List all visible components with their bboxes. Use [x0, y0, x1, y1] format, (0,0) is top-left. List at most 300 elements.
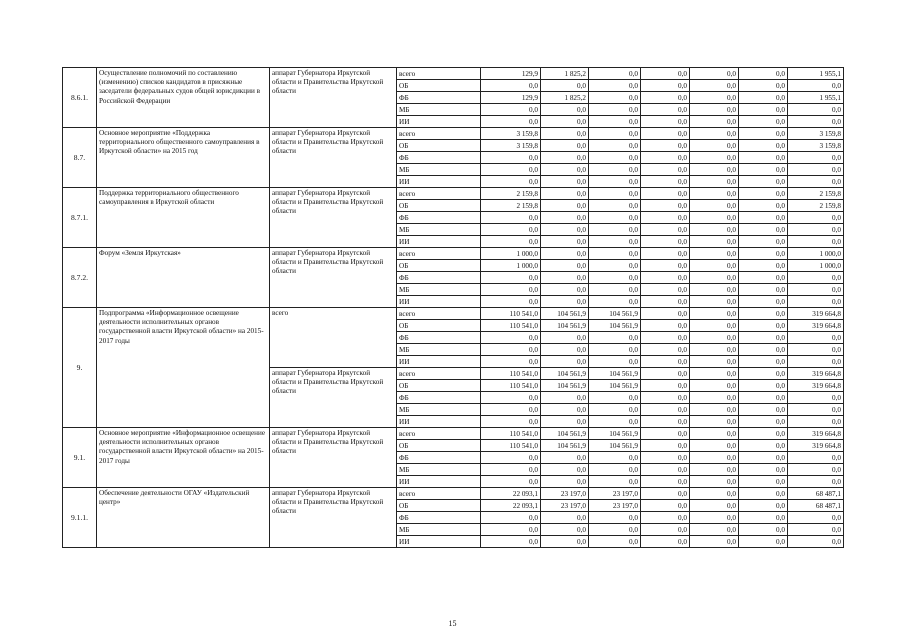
value-cell: 0,0 — [739, 416, 788, 428]
value-cell: 0,0 — [641, 236, 690, 248]
value-cell: 0,0 — [739, 68, 788, 80]
value-cell: 0,0 — [641, 296, 690, 308]
value-total: 0,0 — [788, 80, 844, 92]
value-cell: 0,0 — [481, 176, 541, 188]
value-cell: 0,0 — [690, 92, 739, 104]
value-cell: 0,0 — [690, 272, 739, 284]
value-cell: 1 825,2 — [541, 68, 589, 80]
funding-source: ФБ — [397, 152, 481, 164]
funding-source: ОБ — [397, 140, 481, 152]
value-cell: 0,0 — [739, 236, 788, 248]
value-cell: 0,0 — [541, 284, 589, 296]
value-cell: 0,0 — [641, 140, 690, 152]
value-total: 1 955,1 — [788, 92, 844, 104]
value-cell: 0,0 — [739, 344, 788, 356]
value-cell: 0,0 — [589, 476, 641, 488]
value-cell: 23 197,0 — [541, 500, 589, 512]
value-cell: 0,0 — [641, 260, 690, 272]
value-cell: 0,0 — [541, 524, 589, 536]
value-cell: 23 197,0 — [589, 488, 641, 500]
value-cell: 0,0 — [641, 500, 690, 512]
value-cell: 0,0 — [481, 296, 541, 308]
value-cell: 0,0 — [690, 392, 739, 404]
value-cell: 0,0 — [690, 356, 739, 368]
executor-name: всего — [270, 308, 397, 368]
value-cell: 1 000,0 — [481, 260, 541, 272]
value-cell: 3 159,8 — [481, 140, 541, 152]
value-cell: 0,0 — [589, 92, 641, 104]
value-cell: 0,0 — [481, 476, 541, 488]
value-cell: 0,0 — [589, 164, 641, 176]
value-cell: 0,0 — [641, 380, 690, 392]
item-code: 9.1.1. — [63, 488, 97, 548]
item-code: 8.7. — [63, 128, 97, 188]
value-total: 68 487,1 — [788, 500, 844, 512]
value-cell: 110 541,0 — [481, 308, 541, 320]
value-cell: 0,0 — [641, 128, 690, 140]
value-cell: 0,0 — [690, 500, 739, 512]
value-cell: 0,0 — [481, 344, 541, 356]
value-cell: 0,0 — [739, 224, 788, 236]
value-total: 0,0 — [788, 512, 844, 524]
value-cell: 0,0 — [481, 536, 541, 548]
item-name: Подпрограмма «Информационное освещение деятельности исполнительных органов государственной власти Иркутской области» на 2015-2017 годы — [97, 308, 270, 428]
value-cell: 0,0 — [739, 104, 788, 116]
value-total: 0,0 — [788, 236, 844, 248]
value-cell: 104 561,9 — [541, 440, 589, 452]
value-cell: 0,0 — [589, 512, 641, 524]
item-name: Поддержка территориального общественного самоуправления в Иркутской области — [97, 188, 270, 248]
funding-source: ИИ — [397, 536, 481, 548]
item-code: 9.1. — [63, 428, 97, 488]
value-cell: 0,0 — [690, 260, 739, 272]
value-cell: 0,0 — [690, 428, 739, 440]
value-cell: 0,0 — [589, 464, 641, 476]
value-cell: 0,0 — [739, 404, 788, 416]
value-cell: 0,0 — [589, 536, 641, 548]
value-cell: 0,0 — [481, 332, 541, 344]
value-cell: 0,0 — [739, 188, 788, 200]
value-cell: 0,0 — [481, 284, 541, 296]
value-cell: 0,0 — [541, 404, 589, 416]
value-total: 319 664,8 — [788, 368, 844, 380]
funding-source: ФБ — [397, 392, 481, 404]
value-cell: 0,0 — [739, 140, 788, 152]
value-cell: 0,0 — [481, 224, 541, 236]
value-cell: 0,0 — [690, 332, 739, 344]
value-cell: 0,0 — [541, 176, 589, 188]
value-cell: 0,0 — [589, 296, 641, 308]
value-total: 319 664,8 — [788, 428, 844, 440]
value-cell: 0,0 — [690, 212, 739, 224]
value-total: 0,0 — [788, 212, 844, 224]
value-cell: 0,0 — [739, 260, 788, 272]
value-cell: 0,0 — [739, 512, 788, 524]
funding-source: ОБ — [397, 380, 481, 392]
value-cell: 104 561,9 — [541, 320, 589, 332]
value-cell: 0,0 — [589, 68, 641, 80]
item-name: Форум «Земля Иркутская» — [97, 248, 270, 308]
value-cell: 0,0 — [739, 284, 788, 296]
executor-name: аппарат Губернатора Иркутской области и Правительства Иркутской области — [270, 368, 397, 428]
item-code: 8.7.2. — [63, 248, 97, 308]
value-cell: 0,0 — [739, 200, 788, 212]
funding-source: МБ — [397, 524, 481, 536]
funding-source: ИИ — [397, 236, 481, 248]
value-cell: 0,0 — [641, 212, 690, 224]
value-cell: 0,0 — [589, 260, 641, 272]
value-cell: 0,0 — [481, 212, 541, 224]
value-total: 0,0 — [788, 536, 844, 548]
value-total: 3 159,8 — [788, 128, 844, 140]
item-name: Основное мероприятие «Поддержка территориального общественного самоуправления в Иркутской области» на 2015 год — [97, 128, 270, 188]
value-cell: 0,0 — [641, 116, 690, 128]
value-cell: 0,0 — [481, 116, 541, 128]
value-cell: 0,0 — [589, 392, 641, 404]
value-cell: 0,0 — [641, 248, 690, 260]
value-cell: 0,0 — [739, 440, 788, 452]
table-row — [63, 488, 844, 500]
value-cell: 0,0 — [739, 368, 788, 380]
value-cell: 0,0 — [641, 272, 690, 284]
value-cell: 0,0 — [589, 452, 641, 464]
value-cell: 0,0 — [589, 140, 641, 152]
funding-source: ИИ — [397, 176, 481, 188]
funding-source: ИИ — [397, 416, 481, 428]
value-cell: 0,0 — [641, 440, 690, 452]
funding-source: МБ — [397, 224, 481, 236]
value-cell: 0,0 — [690, 140, 739, 152]
value-cell: 110 541,0 — [481, 380, 541, 392]
value-cell: 110 541,0 — [481, 320, 541, 332]
funding-source: ФБ — [397, 332, 481, 344]
value-cell: 0,0 — [541, 536, 589, 548]
value-cell: 104 561,9 — [541, 380, 589, 392]
value-cell: 0,0 — [641, 164, 690, 176]
value-total: 0,0 — [788, 284, 844, 296]
value-cell: 0,0 — [641, 176, 690, 188]
value-cell: 0,0 — [739, 332, 788, 344]
value-cell: 0,0 — [589, 176, 641, 188]
budget-table-body — [63, 68, 844, 548]
value-cell: 0,0 — [481, 392, 541, 404]
value-total: 0,0 — [788, 332, 844, 344]
funding-source: всего — [397, 188, 481, 200]
value-cell: 0,0 — [739, 176, 788, 188]
value-cell: 0,0 — [541, 296, 589, 308]
value-cell: 0,0 — [641, 92, 690, 104]
value-cell: 0,0 — [641, 356, 690, 368]
value-cell: 0,0 — [589, 116, 641, 128]
value-total: 0,0 — [788, 524, 844, 536]
value-cell: 0,0 — [541, 188, 589, 200]
value-cell: 0,0 — [589, 344, 641, 356]
value-total: 0,0 — [788, 164, 844, 176]
value-cell: 0,0 — [739, 152, 788, 164]
value-cell: 104 561,9 — [589, 320, 641, 332]
value-cell: 0,0 — [739, 128, 788, 140]
value-cell: 0,0 — [641, 344, 690, 356]
value-total: 1 000,0 — [788, 248, 844, 260]
value-cell: 129,9 — [481, 68, 541, 80]
value-cell: 0,0 — [541, 476, 589, 488]
value-cell: 0,0 — [641, 200, 690, 212]
funding-source: МБ — [397, 464, 481, 476]
value-cell: 0,0 — [541, 116, 589, 128]
value-cell: 0,0 — [641, 224, 690, 236]
value-cell: 0,0 — [481, 524, 541, 536]
value-cell: 0,0 — [541, 248, 589, 260]
value-cell: 0,0 — [541, 272, 589, 284]
value-cell: 0,0 — [589, 104, 641, 116]
value-cell: 0,0 — [641, 428, 690, 440]
value-cell: 0,0 — [690, 416, 739, 428]
value-total: 0,0 — [788, 416, 844, 428]
value-cell: 0,0 — [541, 392, 589, 404]
value-cell: 0,0 — [589, 200, 641, 212]
value-total: 2 159,8 — [788, 188, 844, 200]
value-cell: 0,0 — [589, 404, 641, 416]
value-cell: 0,0 — [589, 356, 641, 368]
value-cell: 0,0 — [690, 440, 739, 452]
value-cell: 104 561,9 — [589, 440, 641, 452]
value-total: 1 955,1 — [788, 68, 844, 80]
value-cell: 0,0 — [739, 296, 788, 308]
value-cell: 0,0 — [739, 536, 788, 548]
funding-source: всего — [397, 428, 481, 440]
funding-source: ФБ — [397, 272, 481, 284]
value-cell: 0,0 — [541, 128, 589, 140]
value-cell: 0,0 — [739, 380, 788, 392]
value-cell: 0,0 — [589, 80, 641, 92]
value-cell: 0,0 — [589, 416, 641, 428]
funding-source: всего — [397, 248, 481, 260]
value-cell: 0,0 — [690, 116, 739, 128]
value-cell: 0,0 — [481, 236, 541, 248]
value-cell: 0,0 — [481, 452, 541, 464]
value-cell: 0,0 — [481, 356, 541, 368]
value-cell: 0,0 — [589, 332, 641, 344]
value-cell: 0,0 — [690, 404, 739, 416]
value-cell: 0,0 — [690, 296, 739, 308]
value-cell: 0,0 — [690, 380, 739, 392]
value-total: 0,0 — [788, 152, 844, 164]
value-total: 68 487,1 — [788, 488, 844, 500]
value-cell: 104 561,9 — [589, 368, 641, 380]
funding-source: ИИ — [397, 476, 481, 488]
value-total: 0,0 — [788, 296, 844, 308]
value-cell: 0,0 — [641, 416, 690, 428]
executor-name: аппарат Губернатора Иркутской области и Правительства Иркутской области — [270, 68, 397, 128]
value-cell: 0,0 — [481, 80, 541, 92]
funding-source: всего — [397, 68, 481, 80]
value-cell: 0,0 — [690, 536, 739, 548]
value-cell: 0,0 — [690, 284, 739, 296]
value-cell: 0,0 — [690, 452, 739, 464]
value-cell: 0,0 — [690, 488, 739, 500]
funding-source: ОБ — [397, 500, 481, 512]
value-cell: 0,0 — [641, 332, 690, 344]
value-cell: 0,0 — [589, 284, 641, 296]
value-cell: 0,0 — [641, 512, 690, 524]
value-total: 2 159,8 — [788, 200, 844, 212]
table-row — [63, 248, 844, 260]
value-cell: 0,0 — [739, 476, 788, 488]
value-cell: 0,0 — [541, 512, 589, 524]
value-total: 0,0 — [788, 392, 844, 404]
value-cell: 0,0 — [541, 152, 589, 164]
value-total: 0,0 — [788, 356, 844, 368]
value-cell: 0,0 — [641, 368, 690, 380]
funding-source: всего — [397, 488, 481, 500]
value-cell: 104 561,9 — [541, 368, 589, 380]
value-cell: 0,0 — [481, 272, 541, 284]
item-code: 9. — [63, 308, 97, 428]
value-cell: 0,0 — [541, 236, 589, 248]
value-cell: 0,0 — [690, 344, 739, 356]
executor-name: аппарат Губернатора Иркутской области и Правительства Иркутской области — [270, 428, 397, 488]
value-total: 319 664,8 — [788, 320, 844, 332]
value-cell: 3 159,8 — [481, 128, 541, 140]
value-total: 319 664,8 — [788, 440, 844, 452]
value-cell: 0,0 — [589, 224, 641, 236]
executor-name: аппарат Губернатора Иркутской области и Правительства Иркутской области — [270, 128, 397, 188]
funding-source: ФБ — [397, 452, 481, 464]
funding-source: ОБ — [397, 200, 481, 212]
value-cell: 0,0 — [641, 392, 690, 404]
value-cell: 0,0 — [589, 272, 641, 284]
value-cell: 104 561,9 — [589, 308, 641, 320]
value-cell: 0,0 — [690, 308, 739, 320]
funding-source: МБ — [397, 104, 481, 116]
value-cell: 22 093,1 — [481, 500, 541, 512]
value-cell: 0,0 — [481, 152, 541, 164]
value-cell: 1 000,0 — [481, 248, 541, 260]
funding-source: ИИ — [397, 296, 481, 308]
value-cell: 1 825,2 — [541, 92, 589, 104]
value-cell: 0,0 — [690, 200, 739, 212]
value-cell: 0,0 — [481, 104, 541, 116]
funding-source: МБ — [397, 344, 481, 356]
value-cell: 110 541,0 — [481, 428, 541, 440]
value-cell: 2 159,8 — [481, 188, 541, 200]
value-cell: 0,0 — [541, 104, 589, 116]
value-cell: 0,0 — [641, 536, 690, 548]
value-cell: 0,0 — [690, 68, 739, 80]
value-cell: 0,0 — [541, 212, 589, 224]
value-cell: 0,0 — [641, 308, 690, 320]
value-cell: 110 541,0 — [481, 368, 541, 380]
value-cell: 0,0 — [739, 272, 788, 284]
value-total: 0,0 — [788, 404, 844, 416]
value-cell: 0,0 — [739, 308, 788, 320]
value-cell: 0,0 — [690, 128, 739, 140]
funding-source: МБ — [397, 404, 481, 416]
funding-source: ИИ — [397, 356, 481, 368]
value-cell: 0,0 — [641, 524, 690, 536]
value-cell: 0,0 — [690, 248, 739, 260]
value-total: 0,0 — [788, 176, 844, 188]
value-cell: 0,0 — [739, 116, 788, 128]
funding-source: МБ — [397, 284, 481, 296]
item-code: 8.6.1. — [63, 68, 97, 128]
table-row — [63, 128, 844, 140]
value-cell: 0,0 — [690, 176, 739, 188]
value-cell: 129,9 — [481, 92, 541, 104]
value-cell: 0,0 — [481, 164, 541, 176]
value-cell: 0,0 — [739, 164, 788, 176]
value-cell: 0,0 — [739, 524, 788, 536]
value-cell: 0,0 — [739, 464, 788, 476]
funding-source: ФБ — [397, 92, 481, 104]
value-cell: 0,0 — [541, 224, 589, 236]
value-cell: 104 561,9 — [541, 308, 589, 320]
funding-source: ОБ — [397, 440, 481, 452]
value-total: 0,0 — [788, 476, 844, 488]
value-cell: 0,0 — [589, 152, 641, 164]
value-total: 0,0 — [788, 452, 844, 464]
value-cell: 0,0 — [541, 140, 589, 152]
value-cell: 0,0 — [690, 368, 739, 380]
funding-source: ОБ — [397, 80, 481, 92]
value-cell: 110 541,0 — [481, 440, 541, 452]
value-cell: 0,0 — [641, 488, 690, 500]
value-cell: 0,0 — [641, 80, 690, 92]
value-cell: 0,0 — [589, 248, 641, 260]
value-cell: 0,0 — [739, 92, 788, 104]
value-cell: 0,0 — [739, 356, 788, 368]
value-cell: 0,0 — [641, 152, 690, 164]
value-cell: 0,0 — [481, 512, 541, 524]
value-cell: 0,0 — [481, 464, 541, 476]
funding-source: ИИ — [397, 116, 481, 128]
page-number: 15 — [448, 619, 457, 628]
value-cell: 0,0 — [739, 500, 788, 512]
value-total: 319 664,8 — [788, 380, 844, 392]
value-cell: 0,0 — [690, 152, 739, 164]
value-cell: 0,0 — [541, 356, 589, 368]
value-cell: 0,0 — [739, 488, 788, 500]
value-cell: 0,0 — [641, 464, 690, 476]
value-cell: 0,0 — [739, 320, 788, 332]
value-cell: 0,0 — [690, 512, 739, 524]
value-cell: 22 093,1 — [481, 488, 541, 500]
value-cell: 0,0 — [690, 164, 739, 176]
funding-source: всего — [397, 128, 481, 140]
value-cell: 0,0 — [690, 320, 739, 332]
value-cell: 0,0 — [690, 224, 739, 236]
value-cell: 104 561,9 — [589, 428, 641, 440]
value-cell: 0,0 — [690, 524, 739, 536]
value-cell: 0,0 — [589, 128, 641, 140]
value-cell: 23 197,0 — [589, 500, 641, 512]
value-cell: 0,0 — [541, 164, 589, 176]
value-cell: 104 561,9 — [589, 380, 641, 392]
value-total: 0,0 — [788, 116, 844, 128]
value-cell: 0,0 — [739, 212, 788, 224]
value-cell: 0,0 — [739, 80, 788, 92]
value-cell: 0,0 — [641, 404, 690, 416]
value-cell: 104 561,9 — [541, 428, 589, 440]
value-cell: 0,0 — [690, 236, 739, 248]
value-cell: 0,0 — [541, 80, 589, 92]
value-cell: 23 197,0 — [541, 488, 589, 500]
value-cell: 0,0 — [541, 464, 589, 476]
value-cell: 0,0 — [690, 476, 739, 488]
funding-source: МБ — [397, 164, 481, 176]
value-cell: 0,0 — [641, 476, 690, 488]
value-total: 0,0 — [788, 104, 844, 116]
